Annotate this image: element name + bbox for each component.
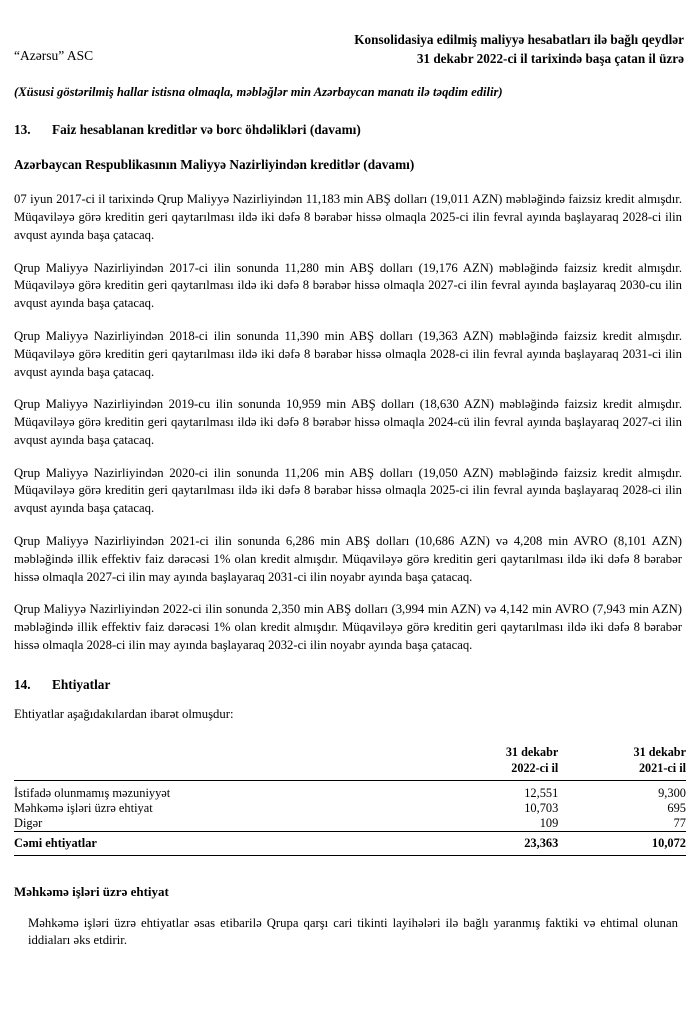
report-title-line-2: 31 dekabr 2022-ci il tarixində başa çatan il üzrə [416,51,684,67]
page-header [14,30,686,68]
section-14-heading [14,677,686,693]
paragraph: Məhkəmə işləri üzrə ehtiyatlar əsas etibarilə Qrupa qarşı cari tikinti layihələri ilə bağlı yaranmış faktiki və ehtimal olunan iddiaları əks etdirir. [28,915,678,948]
paragraph: Qrup Maliyyə Nazirliyindən 2018-ci ilin sonunda 11,390 min ABŞ dolları (19,363 AZN) məbləğində faizsiz kredit almışdır. Müqaviləyə görə kreditin geri qaytarılması ildə iki dəfə 8 bərabər hissə olmaqla 2028-ci ilin fevral ayında başlayaraq 2031-ci ilin avqust ayında başa çatacaq. [14,328,682,379]
section-14-lead: Ehtiyatlar aşağıdakılardan ibarət olmuşdur: [14,706,234,721]
page-content [14,30,686,950]
section-14-number: 14. [14,676,31,692]
section-13-number: 13. [14,122,31,138]
table-header-blank [14,744,431,780]
report-title-line-1: Konsolidasiya edilmiş maliyyə hesabatları ilə bağlı qeydlər [354,32,684,47]
report-title [354,30,686,68]
table-header-2022-line-1: 31 dekabr [505,744,559,759]
row-value-2022: 12,551 [524,785,559,800]
total-value-2021: 10,072 [558,831,686,855]
section-14-subtitle: Məhkəmə işləri üzrə ehtiyat [14,883,169,899]
row-label: Məhkəmə işləri üzrə ehtiyat [14,800,153,815]
table-row [14,801,686,816]
row-value-2022: 10,703 [524,800,559,815]
table-total-row [14,831,686,855]
table-header-row [14,744,686,780]
table-row [14,786,686,801]
row-value-2022: 109 [431,816,559,832]
section-13-subtitle: Azərbaycan Respublikasının Maliyyə Nazirliyindən kreditlər (davamı) [14,157,415,173]
section-13-heading [14,122,686,138]
paragraph: Qrup Maliyyə Nazirliyindən 2021-ci ilin sonunda 6,286 min ABŞ dolları (10,686 AZN) və 4,208 min AVRO (8,101 AZN) məbləğində illik effektiv faiz dərəcəsi 1% olan kredit almışdır. Müqaviləyə görə kreditin geri qaytarılması ildə iki dəfə 8 bərabər hissə olmaqla 2027-ci ilin may ayında başlayaraq 2031-ci ilin noyabr ayında başa çatacaq. [14,534,682,584]
table-header-2022 [431,744,559,780]
company-name: “Azərsu” ASC [14,48,94,63]
section-13-title: Faiz hesablanan kreditlər və borc öhdəlikləri (davamı) [52,122,361,138]
row-value-2021: 77 [558,816,686,832]
paragraph: Qrup Maliyyə Nazirliyindən 2020-ci ilin sonunda 11,206 min ABŞ dolları (19,050 AZN) məbləğində faizsiz kredit almışdır. Müqaviləyə görə kreditin geri qaytarılması ildə iki dəfə 8 bərabər hissə olmaqla 2025-ci ilin fevral ayında başlayaraq 2028-ci ilin avqust ayında başa çatacaq. [14,465,682,516]
table-header-2022-line-2: 2022-ci il [511,761,559,776]
table-header-2021 [558,744,686,780]
table-header-2021-line-2: 2021-ci il [638,761,686,776]
paragraph: Qrup Maliyyə Nazirliyindən 2019-cu ilin sonunda 10,959 min ABŞ dolları (18,630 AZN) məbləğində faizsiz kredit almışdır. Müqaviləyə görə kreditin geri qaytarılması ildə iki dəfə 8 bərabər hissə olmaqla 2024-cü ilin fevral ayında başlayaraq 2027-ci ilin avqust ayında başa çatacaq. [14,397,682,447]
total-value-2022: 23,363 [431,831,559,855]
total-label: Cəmi ehtiyatlar [14,831,431,855]
paragraph: Qrup Maliyyə Nazirliyindən 2022-ci ilin sonunda 2,350 min ABŞ dolları (3,994 min AZN) və 4,142 min AVRO (7,943 min AZN) məbləğində illik effektiv faiz dərəcəsi 1% olan kredit almışdır. Müqaviləyə görə kreditin geri qaytarılması ildə iki dəfə 8 bərabər hissə olmaqla 2028-ci ilin may ayında başlayaraq 2032-ci ilin noyabr ayında başa çatacaq. [14,602,682,652]
provisions-table [14,744,686,856]
table-header-2021-line-1: 31 dekabr [633,744,686,759]
row-value-2021: 9,300 [658,785,686,800]
row-label: Digər [14,816,431,832]
paragraph: 07 iyun 2017-ci il tarixində Qrup Maliyyə Nazirliyindən 11,183 min ABŞ dolları (19,011 AZN) məbləğində faizsiz kredit almışdır. Müqaviləyə görə kreditin geri qaytarılması ildə iki dəfə 8 bərabər hissə olmaqla 2025-ci ilin fevral ayında başlayaraq 2028-ci ilin avqust ayında başa çatacaq. [14,192,682,242]
measurement-note: (Xüsusi göstərilmiş hallar istisna olmaqla, məbləğlər min Azərbaycan manatı ilə təqdim edilir) [14,85,503,100]
row-label: İstifadə olunmamış məzuniyyət [14,785,171,800]
row-value-2021: 695 [667,800,686,815]
paragraph: Qrup Maliyyə Nazirliyindən 2017-ci ilin sonunda 11,280 min ABŞ dolları (19,176 AZN) məbləğində faizsiz kredit almışdır. Müqaviləyə görə kreditin geri qaytarılması ildə iki dəfə 8 bərabər hissə olmaqla 2027-ci ilin fevral ayında başlayaraq 2030-cu ilin avqust ayında başa çatacaq. [14,260,682,311]
section-14-title: Ehtiyatlar [52,676,111,692]
table-row [14,816,686,832]
